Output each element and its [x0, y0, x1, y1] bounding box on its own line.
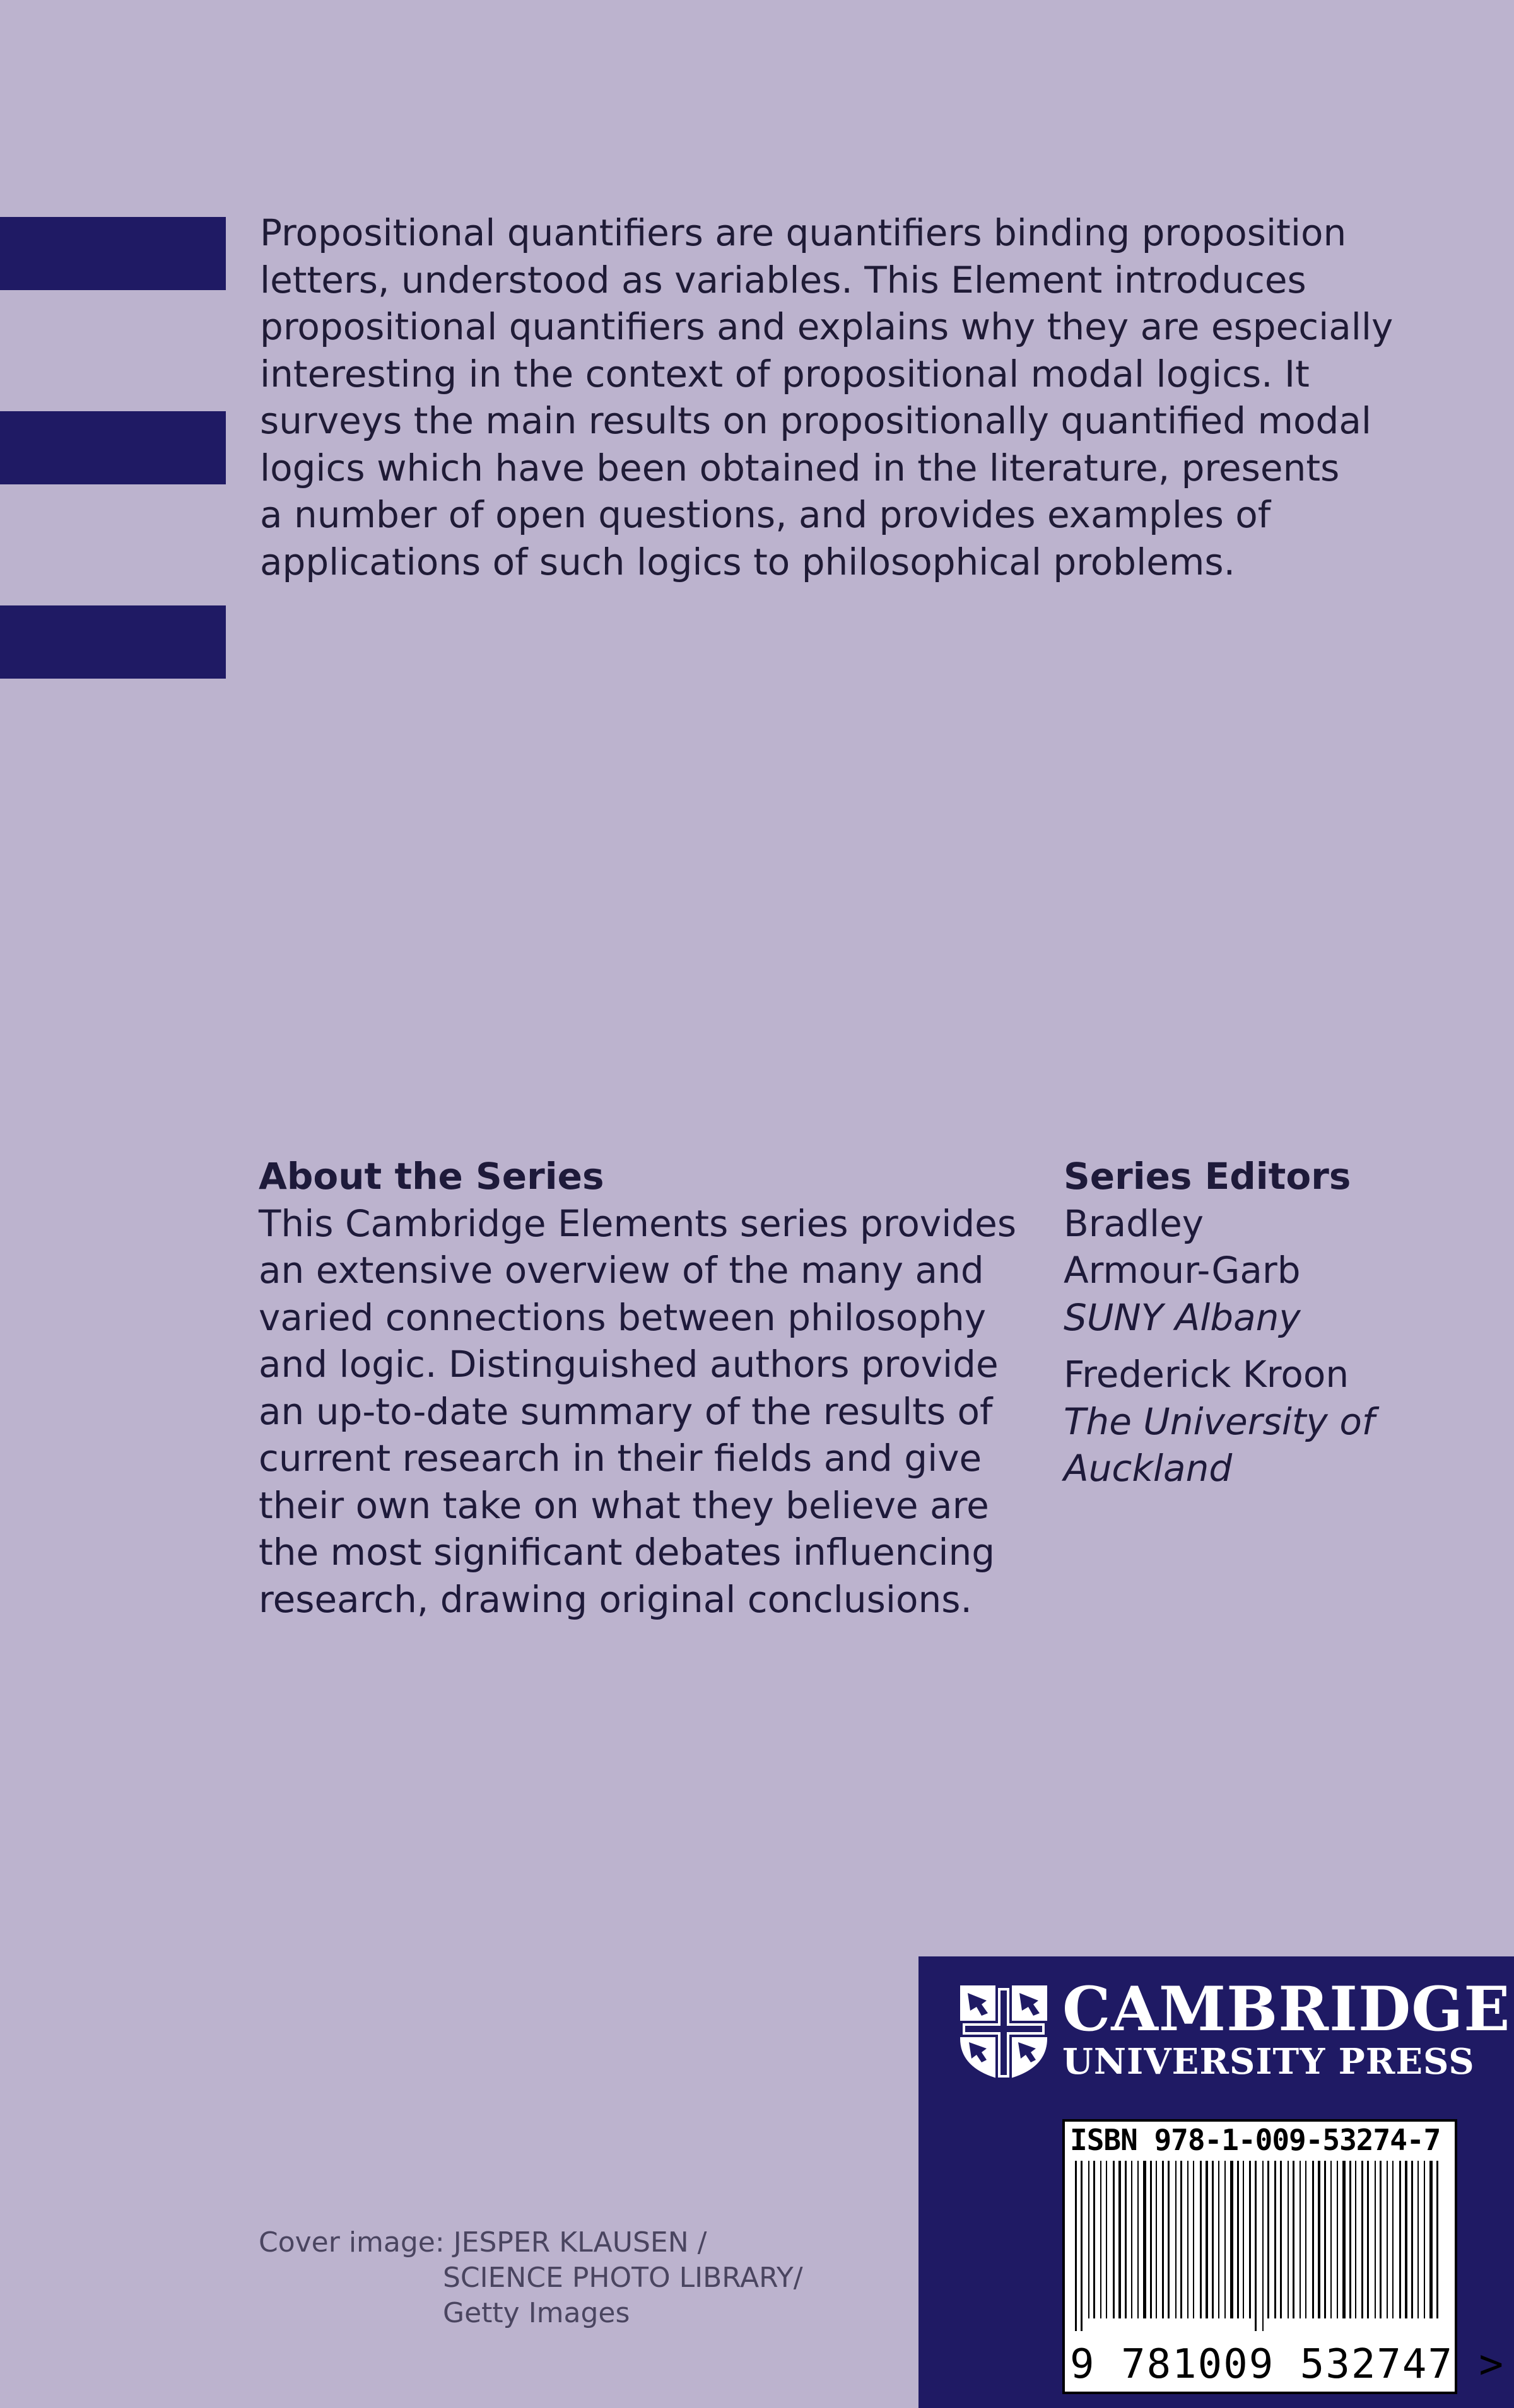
- barcode-bar: [1399, 2161, 1401, 2318]
- barcode-bar: [1162, 2161, 1164, 2318]
- barcode-bar: [1392, 2161, 1394, 2318]
- barcode-bar: [1255, 2161, 1257, 2331]
- university-crest-icon: [956, 1982, 1051, 2083]
- barcode-bar: [1230, 2161, 1233, 2318]
- barcode-bar: [1180, 2161, 1182, 2318]
- barcode-bar: [1249, 2161, 1251, 2318]
- publisher-panel: [918, 1956, 1514, 2408]
- about-line: varied connections between philosophy: [259, 1295, 987, 1339]
- barcode-bar: [1288, 2161, 1289, 2318]
- barcode-bar: [1349, 2161, 1351, 2318]
- credit-line: [259, 2225, 803, 2260]
- about-line: the most significant debates influencing: [259, 1531, 995, 1574]
- barcode-bar: [1387, 2161, 1388, 2318]
- barcode-bar: [1337, 2161, 1338, 2318]
- barcode-bar: [1267, 2161, 1269, 2318]
- about-line: research, drawing original conclusions.: [259, 1577, 972, 1621]
- barcode-bar: [1424, 2161, 1425, 2318]
- barcode-bar: [1200, 2161, 1202, 2318]
- barcode-bars: [1072, 2161, 1447, 2331]
- publisher-name-line2: UNIVERSITY PRESS: [1062, 2041, 1475, 2083]
- barcode-bar: [1168, 2161, 1170, 2318]
- credit-line: SCIENCE PHOTO LIBRARY/: [443, 2262, 803, 2294]
- isbn-barcode: [1062, 2119, 1505, 2394]
- barcode-bar: [1274, 2161, 1276, 2318]
- cover-image-credit: [259, 2225, 803, 2331]
- decorative-bar-1: [0, 217, 226, 290]
- editor-affiliation: SUNY Albany: [1064, 1295, 1301, 1339]
- barcode-bar: [1355, 2161, 1356, 2318]
- barcode-bar: [1212, 2161, 1214, 2318]
- about-line: an extensive overview of the many and: [259, 1249, 984, 1292]
- barcode-bar: [1088, 2161, 1089, 2318]
- barcode-bar: [1361, 2161, 1363, 2318]
- editor-affiliation: Auckland: [1064, 1447, 1233, 1490]
- barcode-bar: [1118, 2161, 1121, 2318]
- barcode-bar: [1305, 2161, 1306, 2318]
- blurb-line: letters, understood as variables. This Element introduces: [260, 258, 1306, 301]
- barcode-bar: [1342, 2161, 1346, 2318]
- publisher-name: [1062, 1973, 1511, 2083]
- about-text: [259, 1200, 1016, 1623]
- blurb-line: Propositional quantifiers are quantifiers binding proposition: [260, 211, 1347, 254]
- barcode-bar: [1300, 2161, 1301, 2318]
- series-editors: [1064, 1153, 1474, 1492]
- blurb-line: a number of open questions, and provides examples of: [260, 493, 1271, 536]
- barcode-bar: [1224, 2161, 1226, 2318]
- about-line: current research in their fields and give: [259, 1437, 982, 1480]
- isbn-text: ISBN 978-1-009-53274-7: [1070, 2123, 1441, 2157]
- barcode-bar: [1075, 2161, 1077, 2331]
- decorative-bar-2: [0, 411, 226, 484]
- barcode-bar: [1380, 2161, 1382, 2318]
- about-line: This Cambridge Elements series provides: [259, 1201, 1017, 1245]
- barcode-bar: [1280, 2161, 1282, 2318]
- decorative-bar-3: [0, 605, 226, 679]
- barcode-bar: [1156, 2161, 1157, 2318]
- barcode-bar: [1375, 2161, 1376, 2318]
- barcode-bar: [1243, 2161, 1244, 2318]
- credit-line: Getty Images: [443, 2297, 630, 2329]
- editors-heading: Series Editors: [1064, 1155, 1351, 1198]
- about-heading: About the Series: [259, 1155, 604, 1198]
- credit-source: JESPER KLAUSEN /: [453, 2226, 707, 2259]
- credit-label: Cover image:: [259, 2226, 445, 2259]
- about-line: and logic. Distinguished authors provide: [259, 1343, 999, 1386]
- barcode-bar: [1175, 2161, 1177, 2318]
- barcode-digits: 9 781009 532747 >: [1070, 2341, 1505, 2388]
- barcode-bar: [1206, 2161, 1208, 2318]
- barcode-bar: [1411, 2161, 1413, 2318]
- publisher-name-line1: CAMBRIDGE: [1062, 1973, 1511, 2045]
- about-line: their own take on what they believe are: [259, 1483, 989, 1527]
- barcode-bar: [1312, 2161, 1314, 2318]
- editor-name: Frederick Kroon: [1064, 1353, 1349, 1396]
- barcode-bar: [1125, 2161, 1127, 2318]
- barcode-bar: [1417, 2161, 1419, 2318]
- blurb-line: surveys the main results on propositionally quantified modal: [260, 399, 1372, 442]
- blurb-line: applications of such logics to philosophical problems.: [260, 540, 1236, 583]
- barcode-bar: [1113, 2161, 1115, 2318]
- barcode-bar: [1262, 2161, 1264, 2331]
- barcode-bar: [1293, 2161, 1294, 2318]
- barcode-bar: [1131, 2161, 1132, 2318]
- barcode-bar: [1218, 2161, 1219, 2318]
- barcode-bar: [1367, 2161, 1369, 2318]
- blurb-line: propositional quantifiers and explains why they are especially: [260, 305, 1394, 348]
- about-the-series: [259, 1153, 1016, 1623]
- barcode-bar: [1324, 2161, 1326, 2318]
- blurb-line: interesting in the context of propositional modal logics. It: [260, 352, 1310, 395]
- barcode-bar: [1193, 2161, 1194, 2318]
- about-line: an up-to-date summary of the results of: [259, 1389, 993, 1433]
- barcode-bar: [1330, 2161, 1332, 2318]
- barcode-bar: [1405, 2161, 1407, 2318]
- barcode-bar: [1137, 2161, 1139, 2318]
- editor-name: Bradley: [1064, 1201, 1204, 1245]
- barcode-bar: [1237, 2161, 1239, 2318]
- barcode-bar: [1143, 2161, 1146, 2318]
- barcode-bar: [1081, 2161, 1083, 2331]
- barcode-bar: [1106, 2161, 1107, 2318]
- barcode-bar: [1436, 2161, 1438, 2318]
- editor-name: Armour-Garb: [1064, 1249, 1301, 1292]
- barcode-bar: [1100, 2161, 1101, 2318]
- barcode-bar: [1093, 2161, 1095, 2318]
- barcode-bar: [1318, 2161, 1320, 2318]
- barcode-bar: [1187, 2161, 1188, 2318]
- editor-affiliation: The University of: [1064, 1400, 1375, 1443]
- barcode-bar: [1429, 2161, 1433, 2318]
- book-blurb: [260, 209, 1395, 585]
- editor-spacer: [1064, 1341, 1474, 1351]
- blurb-line: logics which have been obtained in the literature, presents: [260, 446, 1340, 489]
- barcode-bar: [1150, 2161, 1152, 2318]
